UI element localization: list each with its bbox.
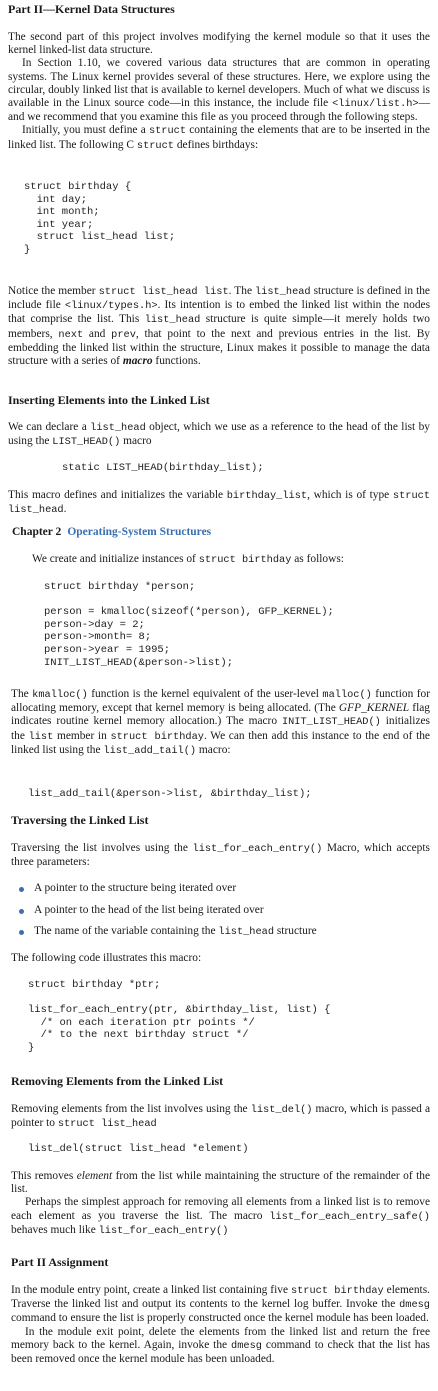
removing-heading: Removing Elements from the Linked List xyxy=(11,1074,224,1088)
removing-body xyxy=(11,1170,430,1238)
create-paragraph-1: We create and initialize instances of struct birthday as follows: xyxy=(32,553,344,566)
inserting-paragraph-2: This macro defines and initializes the variable birthday_list, which is of type struct list_head. xyxy=(8,489,430,517)
chapter-title: Operating-System Structures xyxy=(67,526,212,538)
parameter-list xyxy=(8,882,430,948)
part2-body xyxy=(8,31,430,153)
code-struct-birthday: struct birthday { int day; int month; int year; struct list_head list; } xyxy=(24,181,176,256)
list-item: A pointer to the structure being iterated over xyxy=(8,882,430,895)
bullet-icon xyxy=(19,909,24,914)
part2-paragraph-2: In Section 1.10, we covered various data structures that are common in operating systems. The Linux kernel provides several of these structures. Here, we explore using the circular, doubly linked list that is available to kernel developers. Much of what we discuss is available in the Linux source code—in this instance, the include file <linux/list.h>—and we recommend that you examine this file as you proceed through the following steps. xyxy=(8,57,430,124)
inserting-paragraph-1-wrap xyxy=(8,421,430,449)
chapter-number: Chapter 2 xyxy=(12,526,62,538)
removing-paragraph-2: This removes element from the list while maintaining the structure of the remainder of the list. xyxy=(11,1170,430,1196)
create-paragraph-1-wrap xyxy=(32,553,430,567)
traversing-paragraph-2: The following code illustrates this macro: xyxy=(11,952,202,964)
create-paragraph-2-wrap xyxy=(11,688,430,758)
bullet-icon xyxy=(19,887,24,892)
part2-heading: Part II—Kernel Data Structures xyxy=(8,2,175,16)
code-list-del: list_del(struct list_head *element) xyxy=(28,1143,249,1155)
code-list-head: static LIST_HEAD(birthday_list); xyxy=(62,462,264,474)
bullet-icon xyxy=(19,930,24,935)
assignment-paragraph-2: In the module exit point, delete the elements from the linked list and return the free memory back to the kernel. Again, invoke the dmesg command to check that the list has been removed once the kernel module has been unloaded. xyxy=(11,1325,430,1366)
assignment-body xyxy=(11,1284,430,1366)
code-add-tail: list_add_tail(&person->list, &birthday_list); xyxy=(28,788,312,800)
list-item: A pointer to the head of the list being iterated over xyxy=(8,904,430,917)
part2-paragraph-4-wrap xyxy=(8,285,430,368)
create-paragraph-2: The kmalloc() function is the kernel equivalent of the user-level malloc() function for allocating memory, except that kernel memory is being allocated. (The GFP_KERNEL flag indicates routine kernel memory allocation.) The macro INIT_LIST_HEAD() initializes the list member in struct birthday. We can then add this instance to the end of the linked list using the list_add_tail() macro: xyxy=(11,688,431,757)
removing-paragraph-1: Removing elements from the list involves using the list_del() macro, which is passed a pointer to struct list_head xyxy=(11,1103,430,1131)
code-iterate: struct birthday *ptr; list_for_each_entry(ptr, &birthday_list, list) { /* on each iteration ptr points */ /* to the next birthday struct */ } xyxy=(28,979,331,1054)
part2-paragraph-4: Notice the member struct list_head list. The list_head structure is defined in the include file <linux/types.h>. Its intention is to embed the linked list within the nodes that comprise the list. This list_head structure is quite simple—it merely holds two members, next and prev, that point to the next and previous entries in the list. By embedding the linked list within the structure, Linux makes it possible to manage the data structure with a series of macro functions. xyxy=(8,285,431,368)
assignment-paragraph-1: In the module entry point, create a linked list containing five struct birthday elements. Traverse the linked list and output its contents to the kernel log buffer. Invoke the dmesg command to ensure the list is properly constructed once the kernel module has been loaded. xyxy=(11,1284,431,1325)
removing-paragraph-3: Perhaps the simplest approach for removing all elements from a linked list is to remove each element as you traverse the list. The macro list_for_each_entry_safe() behaves much like list_for_each_entry() xyxy=(11,1196,430,1237)
assignment-heading: Part II Assignment xyxy=(11,1255,109,1269)
part2-paragraph-3: Initially, you must define a struct containing the elements that are to be inserted in the linked list. The following C struct defines birthdays: xyxy=(8,124,430,152)
chapter-header xyxy=(12,526,430,539)
inserting-paragraph-2-wrap xyxy=(8,489,430,517)
inserting-heading: Inserting Elements into the Linked List xyxy=(8,393,210,407)
traversing-paragraph-1-wrap xyxy=(11,842,430,869)
part2-paragraph-1: The second part of this project involves modifying the kernel module so that it uses the kernel linked-list data structure. xyxy=(8,31,430,57)
inserting-paragraph-1: We can declare a list_head object, which we use as a reference to the head of the list by using the LIST_HEAD() macro xyxy=(8,421,430,449)
traversing-paragraph-1: Traversing the list involves using the list_for_each_entry() Macro, which accepts three parameters: xyxy=(11,842,430,869)
traversing-heading: Traversing the Linked List xyxy=(11,813,149,827)
removing-paragraph-1-wrap xyxy=(11,1103,430,1131)
code-person-init: struct birthday *person; person = kmalloc(sizeof(*person), GFP_KERNEL); person->day = 2; person->month= 8; person->year = 1995; INIT_LIST_HEAD(&person->list); xyxy=(44,581,334,669)
list-item: The name of the variable containing the list_head structure xyxy=(8,925,430,939)
